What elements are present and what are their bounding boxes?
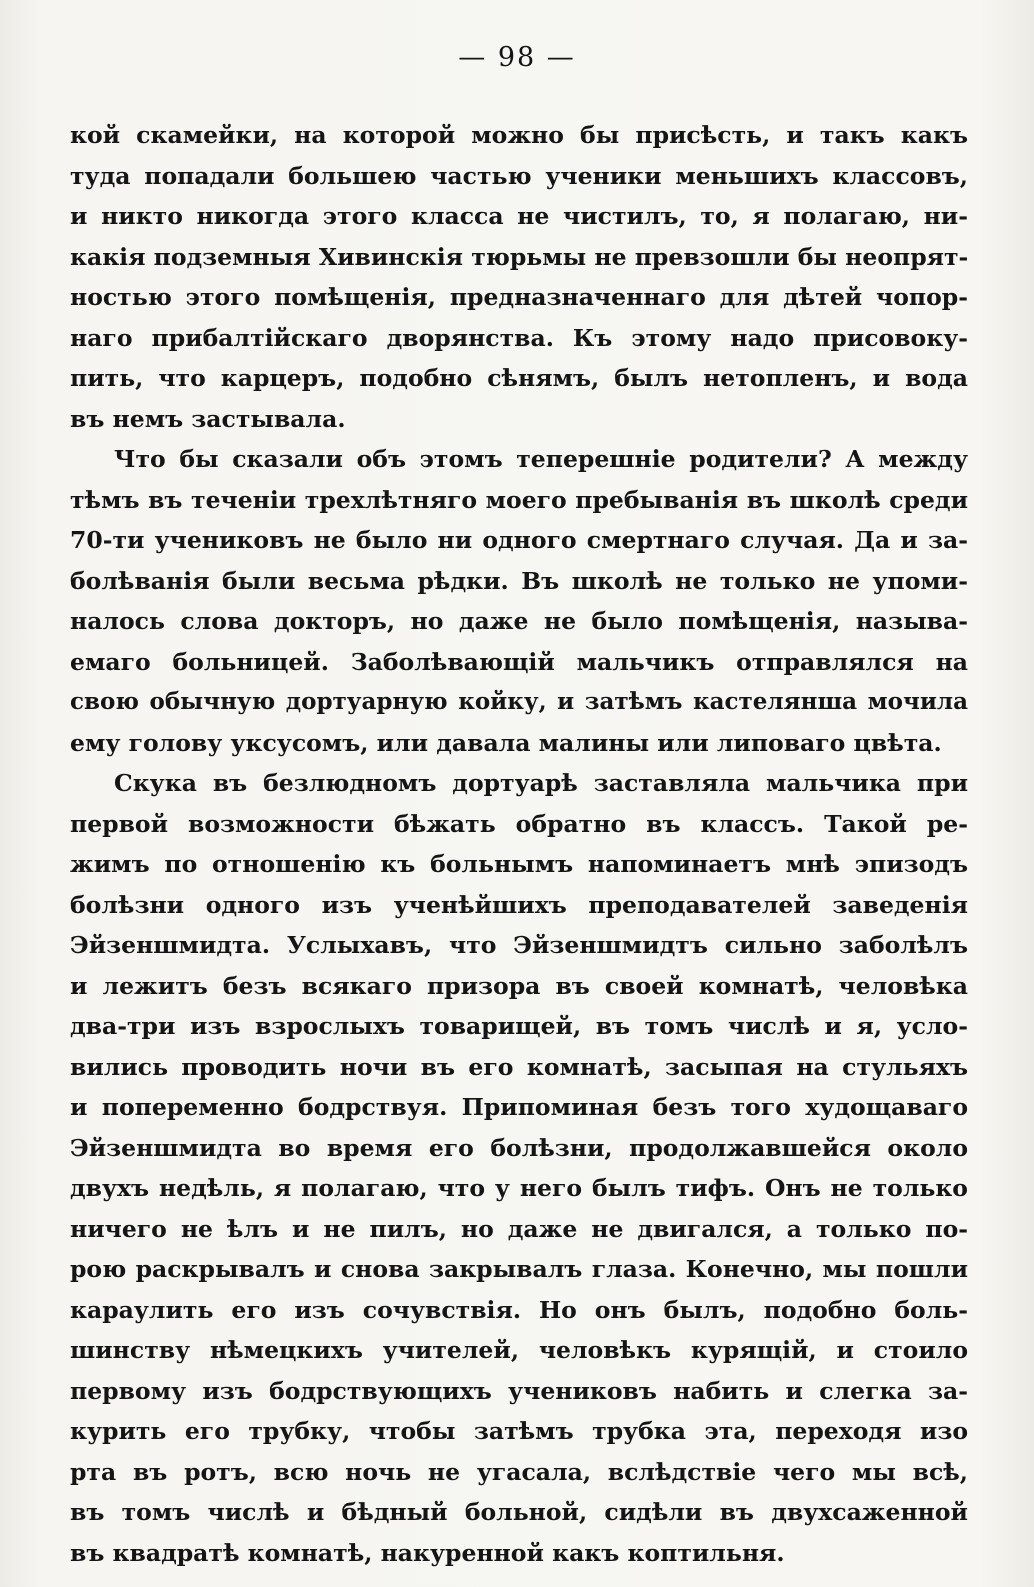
paragraph-start-line: Скука въ безлюдномъ дортуарѣ заставляла мальчика при <box>114 769 968 797</box>
text-line: рою раскрывалъ и снова закрывалъ глаза. Конечно, мы пошли <box>70 1255 968 1283</box>
text-line: въ немъ застывала. <box>70 404 346 433</box>
text-line: 70-ти учениковъ не было ни одного смертнаго случая. Да и за- <box>70 526 968 554</box>
text-line: емаго больницей. Заболѣвающій мальчикъ отправлялся на <box>70 647 968 676</box>
text-line: какія подземныя Хивинскія тюрьмы не превзошли бы неопрят- <box>70 242 968 271</box>
text-line: кой скамейки, на которой можно бы присѣсть, и такъ какъ <box>70 121 968 149</box>
text-line: и попеременно бодрствуя. Припоминая безъ того худощаваго <box>70 1093 968 1121</box>
text-line: рта въ ротъ, всю ночь не угасала, вслѣдствіе чего мы всѣ, <box>70 1457 968 1486</box>
text-line: въ квадратѣ комнатѣ, накуренной какъ коптильня. <box>70 1538 785 1567</box>
text-line: Эйзеншмидта. Услыхавъ, что Эйзеншмидтъ сильно заболѣлъ <box>70 931 968 959</box>
text-line: туда попадали большею частью ученики меньшихъ классовъ, <box>70 161 968 190</box>
text-line: первой возможности бѣжать обратно въ классъ. Такой ре- <box>70 809 968 838</box>
text-line: караулить его изъ сочувствія. Но онъ былъ, подобно боль- <box>70 1295 968 1324</box>
text-line: пить, что карцеръ, подобно сѣнямъ, былъ нетопленъ, и вода <box>70 364 968 392</box>
text-line: въ томъ числѣ и бѣдный больной, сидѣли въ двухсаженной <box>70 1498 968 1526</box>
text-line: наго прибалтійскаго дворянства. Къ этому надо присовоку- <box>70 323 968 352</box>
text-line: болѣванія были весьма рѣдки. Въ школѣ не только не упоми- <box>70 566 968 595</box>
text-line: свою обычную дортуарную койку, и затѣмъ кастелянша мочила <box>70 688 968 715</box>
text-line: двухъ недѣль, я полагаю, что у него былъ тифъ. Онъ не только <box>70 1174 968 1202</box>
text-line: вились проводить ночи въ его комнатѣ, засыпая на стульяхъ <box>70 1052 968 1081</box>
text-line: Эйзеншмидта во время его болѣзни, продолжавшейся около <box>70 1133 968 1162</box>
text-line: налось слова докторъ, но даже не было помѣщенія, называ- <box>70 607 968 635</box>
text-line: и никто никогда этого класса не чистилъ, то, я полагаю, ни- <box>70 202 968 230</box>
text-line: ему голову уксусомъ, или давала малины или липоваго цвѣта. <box>70 728 942 757</box>
body-text <box>70 115 968 1573</box>
page-number: — 98 — <box>458 42 576 73</box>
text-line: ничего не ѣлъ и не пилъ, но даже не двигался, а только по- <box>70 1214 968 1243</box>
text-line: и лежитъ безъ всякаго призора въ своей комнатѣ, человѣка <box>70 971 968 1000</box>
text-line: ностью этого помѣщенія, предназначеннаго для дѣтей чопор- <box>70 283 968 311</box>
text-line: тѣмъ въ теченіи трехлѣтняго моего пребыванія въ школѣ среди <box>70 485 968 514</box>
text-line: шинству нѣмецкихъ учителей, человѣкъ курящій, и стоило <box>70 1336 968 1364</box>
text-line: курить его трубку, чтобы затѣмъ трубка эта, переходя изо <box>70 1417 968 1445</box>
text-line: два-три изъ взрослыхъ товарищей, въ томъ числѣ и я, усло- <box>70 1012 968 1040</box>
text-line: жимъ по отношенію къ больнымъ напоминаетъ мнѣ эпизодъ <box>70 850 968 878</box>
text-line: болѣзни одного изъ ученѣйшихъ преподавателей заведенія <box>70 890 968 919</box>
text-line: первому изъ бодрствующихъ учениковъ набить и слегка за- <box>70 1376 968 1405</box>
paragraph-start-line: Что бы сказали объ этомъ теперешніе родители? А между <box>114 445 968 473</box>
